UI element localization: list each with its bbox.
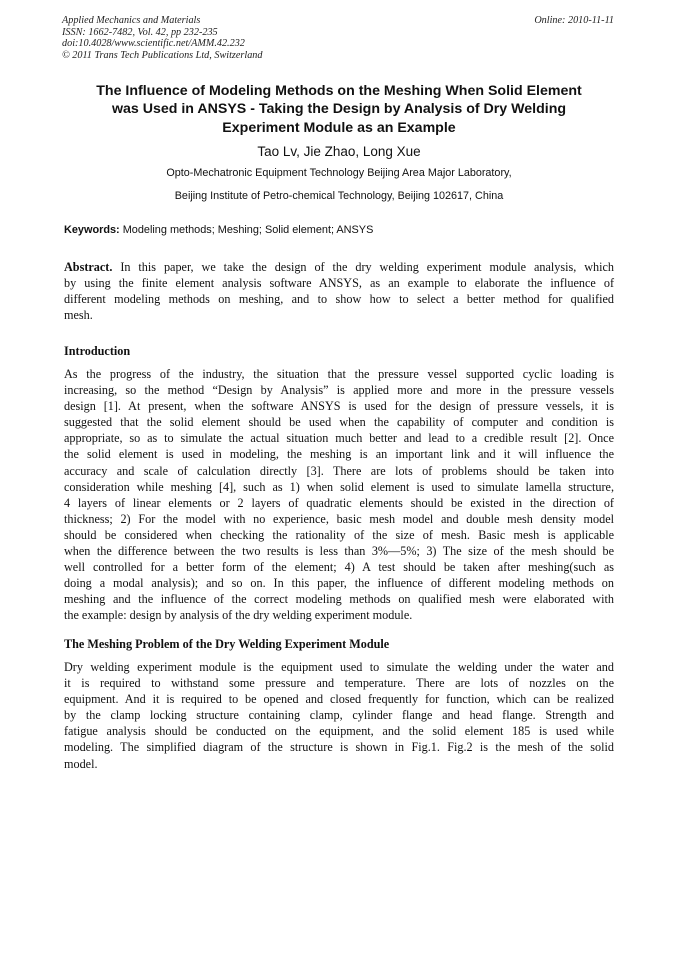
journal-header bbox=[62, 15, 482, 61]
introduction-heading: Introduction bbox=[64, 344, 131, 358]
title-line: The Influence of Modeling Methods on the Meshing When Solid Element bbox=[96, 83, 582, 99]
issn-line: ISSN: 1662-7482, Vol. 42, pp 232-235 bbox=[62, 26, 218, 38]
affiliation-line: Beijing Institute of Petro-chemical Technology, Beijing 102617, China bbox=[174, 190, 504, 202]
body-line: when the difference between the two results is less than 3%—5%; 3) The size of the mesh should be bbox=[64, 544, 614, 559]
online-date: Online: 2010-11-11 bbox=[534, 15, 614, 26]
body-line: increasing, so the method “Design by Analysis” is applied more and more in the pressure vessels bbox=[64, 383, 614, 398]
abstract-line: mesh. bbox=[64, 308, 93, 323]
journal-name: Applied Mechanics and Materials bbox=[62, 15, 201, 26]
body-line: design [1]. At present, when the software ANSYS is used for the design of pressure vessels, it is bbox=[64, 399, 614, 414]
abstract-line: different modeling methods on meshing, and to show how to select a better method for qualified bbox=[64, 292, 614, 307]
body-line: appropriate, so as to simulate the actual situation much better and lead to a credible result [2]. Once bbox=[64, 431, 614, 446]
doi-line: doi:10.4028/www.scientific.net/AMM.42.232 bbox=[62, 38, 245, 50]
body-line: meshing and the influence of the correct modeling methods on qualified mesh were elaborated with bbox=[64, 592, 614, 607]
body-line: doing a modal analysis); and so on. In this paper, the influence of different modeling methods on bbox=[64, 576, 614, 591]
body-line: consideration while meshing [4], such as 1) when solid element is used to simulate lamella structure, bbox=[64, 479, 614, 494]
meshing-section-heading: The Meshing Problem of the Dry Welding Experiment Module bbox=[64, 637, 390, 651]
body-line: model. bbox=[64, 756, 98, 771]
body-line: fatigue analysis should be conducted on the equipment, and the solid element 185 is used while bbox=[64, 724, 614, 739]
keywords bbox=[64, 223, 616, 237]
body-line: by the clamp locking structure containing clamp, cylinder flange and head flange. Strength and bbox=[64, 708, 614, 723]
keywords-label: Keywords: bbox=[64, 224, 120, 236]
abstract bbox=[64, 259, 614, 323]
copyright-line: © 2011 Trans Tech Publications Ltd, Switzerland bbox=[62, 49, 263, 61]
body-line: As the progress of the industry, the situation that the pressure vessel supported cyclic loading is bbox=[64, 367, 614, 381]
body-line: equipment. And it is required to be opened and closed frequently for function, which can be realized bbox=[64, 692, 614, 707]
abstract-line: by using the finite element analysis software ANSYS, as an example to elaborate the influence of bbox=[64, 276, 614, 291]
paper-title bbox=[62, 82, 616, 137]
introduction-body bbox=[64, 366, 614, 624]
keywords-text: Modeling methods; Meshing; Solid element; ANSYS bbox=[122, 224, 374, 236]
title-line: was Used in ANSYS - Taking the Design by Analysis of Dry Welding bbox=[111, 101, 567, 118]
title-line: Experiment Module as an Example bbox=[222, 119, 456, 136]
meshing-section-body bbox=[64, 659, 614, 772]
body-line: should be considered when checking the rationality of the size of mesh. Basic mesh is applicable bbox=[64, 527, 614, 542]
body-line: it is required to withstand some pressure and temperature. There are lots of nozzles on the bbox=[64, 676, 614, 691]
affiliation-line: Opto-Mechatronic Equipment Technology Beijing Area Major Laboratory, bbox=[166, 167, 512, 179]
body-line: suggested that the solid element should be used when the capability of computer and condition is bbox=[64, 415, 614, 430]
abstract-line bbox=[64, 259, 614, 275]
abstract-text: In this paper, we take the design of the dry welding experiment module analysis, which bbox=[120, 260, 614, 274]
body-line: well controlled for a better form of the element; 4) A test should be taken after meshing(such as bbox=[64, 560, 614, 575]
body-line: Dry welding experiment module is the equipment used to simulate the welding under the water and bbox=[64, 660, 614, 674]
body-line: the solid element is used in modeling, the meshing is an important link and it will influence the bbox=[64, 447, 614, 462]
body-line: thickness; 2) For the model with no experience, basic mesh model and double mesh density model bbox=[64, 511, 614, 526]
abstract-label: Abstract. bbox=[64, 260, 113, 274]
body-line: accuracy and scale of calculation directly [3]. There are lots of problems should be taken into bbox=[64, 463, 614, 478]
body-line: 4 layers of linear elements or 2 layers of quadratic elements should be existed in the direction of bbox=[64, 495, 614, 510]
body-line: the example: design by analysis of the dry welding experiment module. bbox=[64, 608, 413, 623]
authors: Tao Lv, Jie Zhao, Long Xue bbox=[257, 144, 421, 159]
body-line: modeling. The simplified diagram of the structure is shown in Fig.1. Fig.2 is the mesh of the solid bbox=[64, 740, 614, 755]
